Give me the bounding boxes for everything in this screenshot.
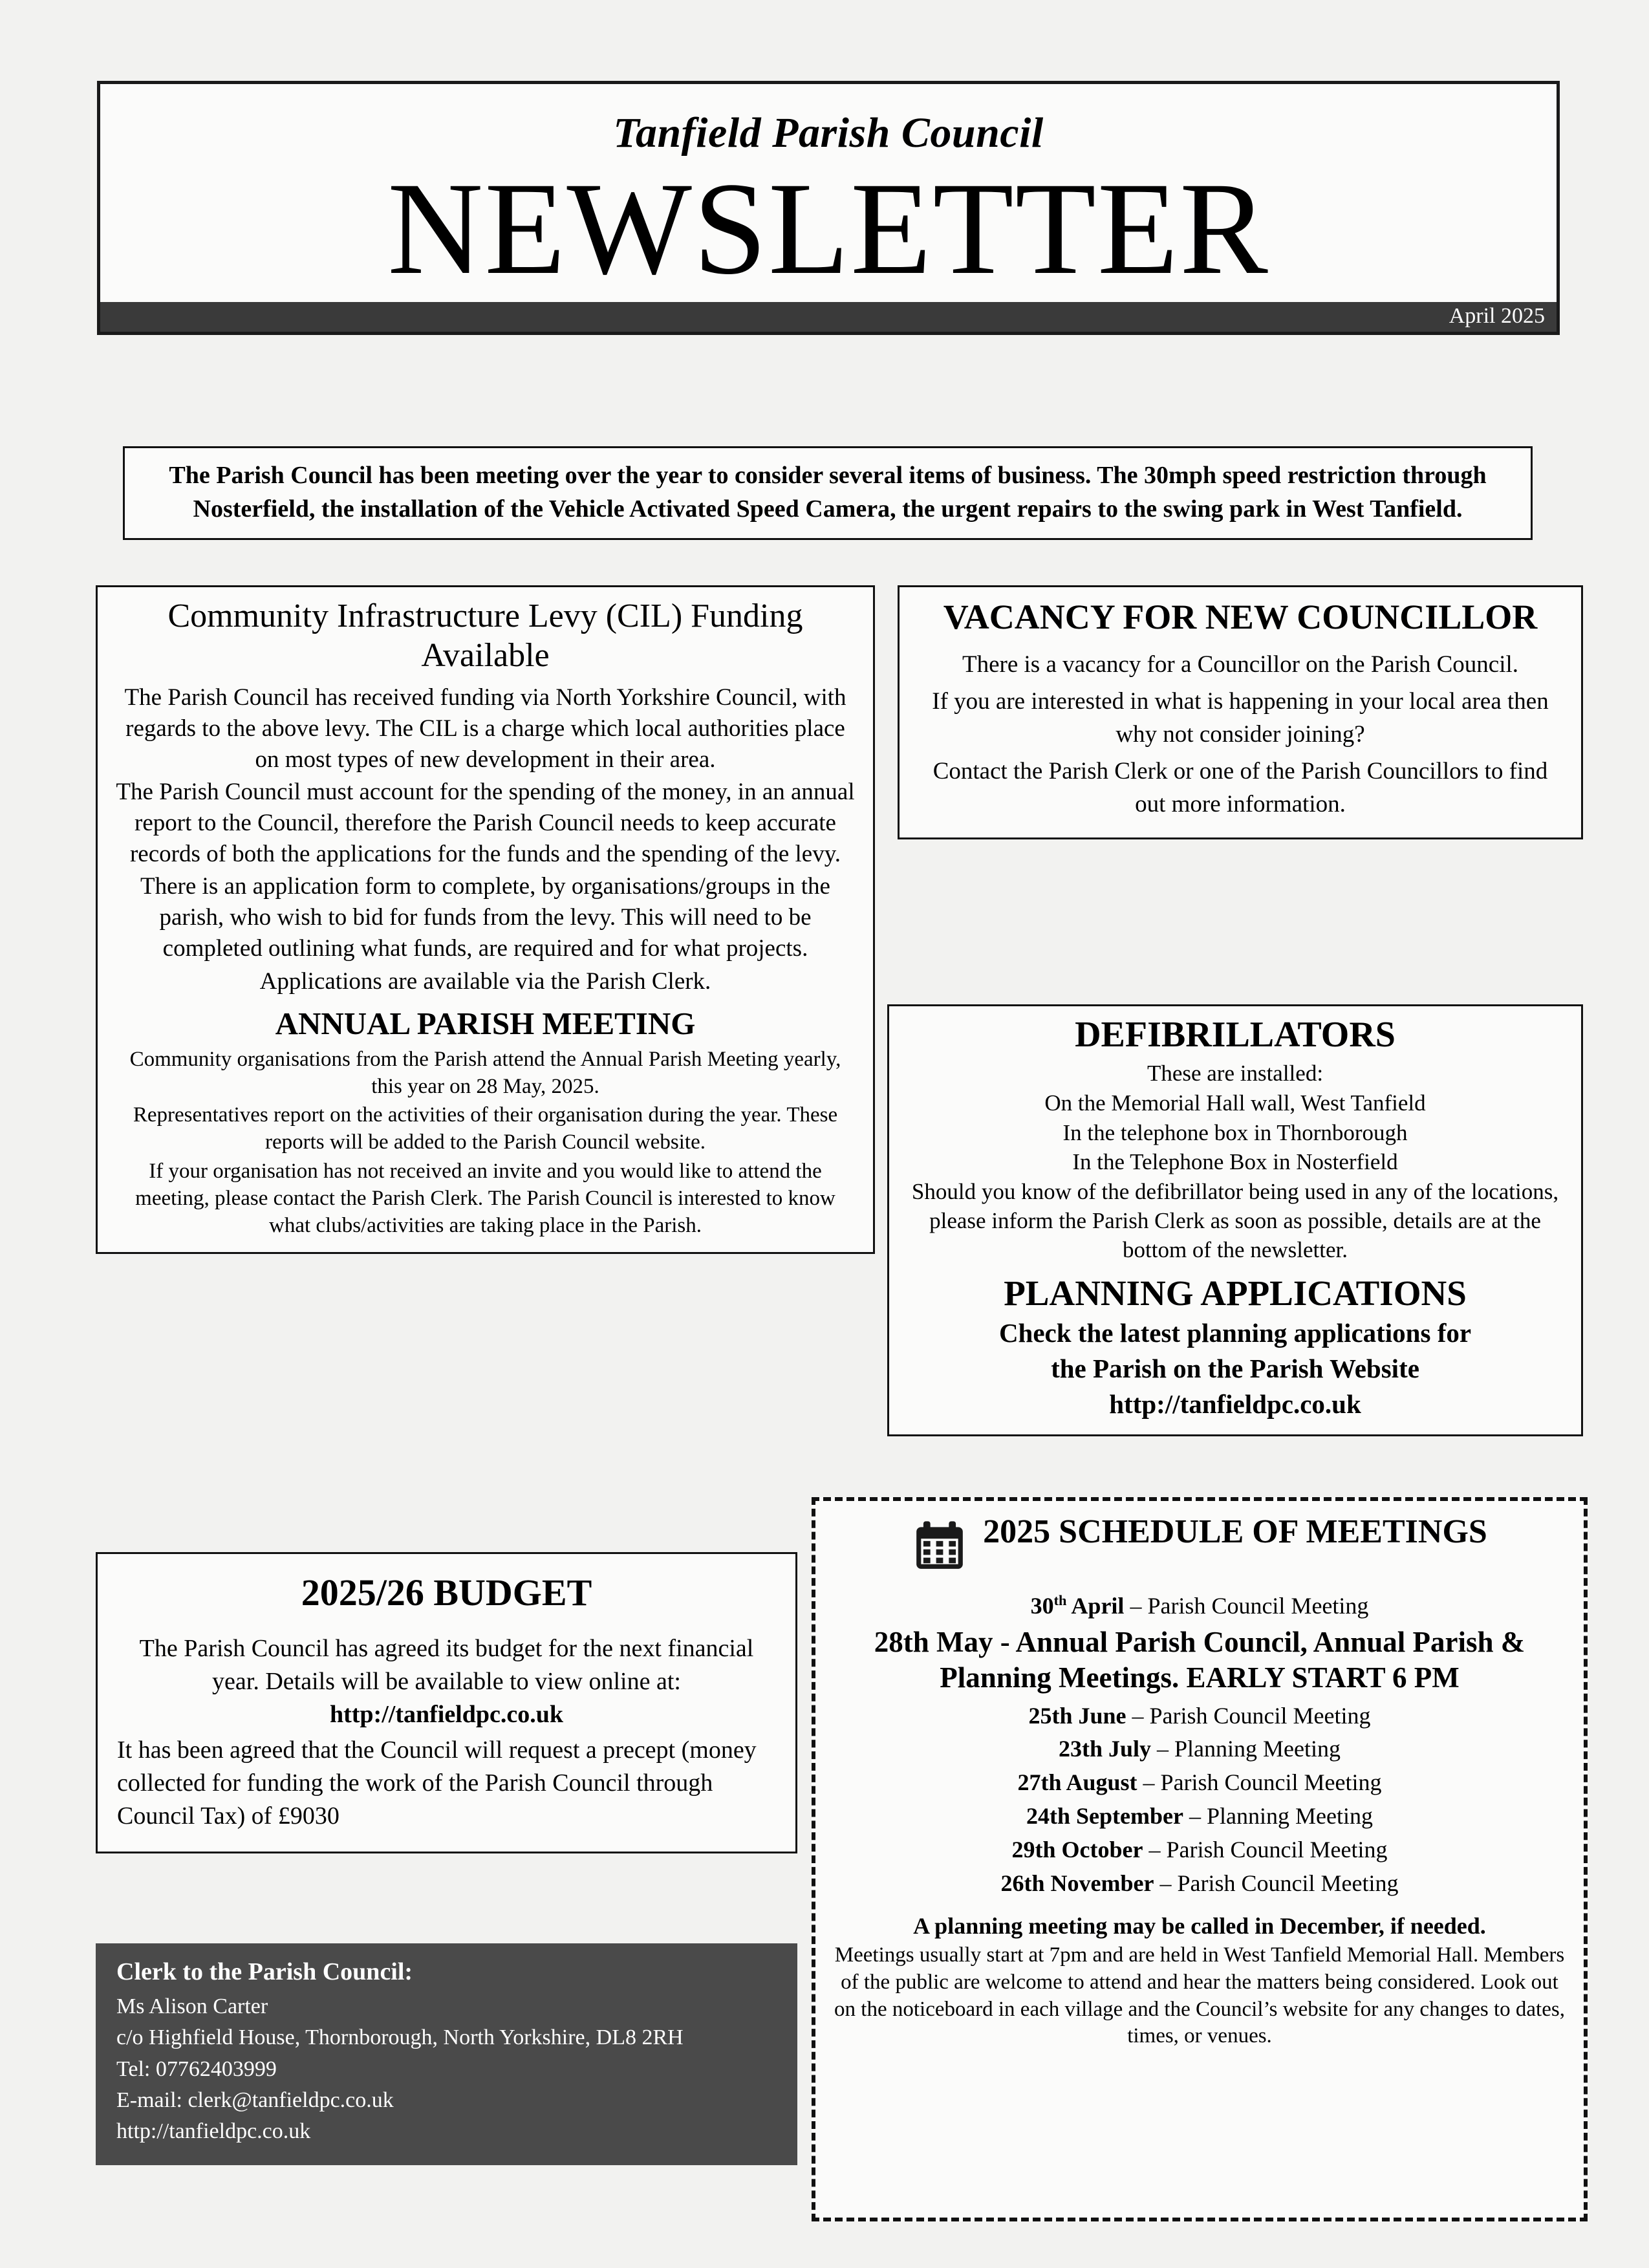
defib-line: These are installed: (1147, 1061, 1324, 1086)
schedule-item-desc: – Parish Council Meeting (1126, 1702, 1371, 1729)
vacancy-paragraph: There is a vacancy for a Councillor on the Parish Council. (962, 651, 1518, 678)
schedule-item (832, 1591, 1567, 1621)
schedule-item-date: 24th September (1026, 1802, 1183, 1829)
planning-applications-body (905, 1316, 1566, 1422)
schedule-item-date: 27th August (1017, 1769, 1137, 1796)
schedule-footer-text: Meetings usually start at 7pm and are held in West Tanfield Memorial Hall. Members of the public are welcome to attend and hear the matters being considered. Look out on the noticeboard in each village and the Council’s website for any changes to dates, times, or venues. (834, 1943, 1565, 2048)
schedule-item (832, 1801, 1567, 1831)
schedule-item-desc: – Parish Council Meeting (1154, 1870, 1399, 1896)
defibrillators-section (887, 1004, 1583, 1436)
vacancy-body (916, 648, 1564, 821)
cil-paragraph: The Parish Council must account for the spending of the money, in an annual report to the Council, therefore the Parish Council needs to keep accurate records of both the applications for the funds and the spending of the levy. (116, 779, 855, 868)
schedule-item-desc: – Planning Meeting (1183, 1802, 1373, 1829)
schedule-item-date: 29th October (1011, 1836, 1143, 1863)
cil-paragraph: Applications are available via the Parish Clerk. (259, 967, 711, 995)
schedule-item-date: 23th July (1058, 1736, 1152, 1762)
apm-paragraph: Representatives report on the activities of their organisation during the year. These reports will be added to the Parish Council website. (133, 1103, 838, 1154)
intro-text: The Parish Council has been meeting over the year to consider several items of business. The 30mph speed restriction through Nosterfield, the installation of the Vehicle Activated Speed Camera, the urgent repairs to the swing park in West Tanfield. (169, 462, 1487, 523)
planning-line: Check the latest planning applications for (998, 1317, 1472, 1348)
clerk-name: Ms Alison Carter (116, 1994, 268, 2018)
cil-section (96, 585, 875, 1254)
schedule-item-suffix: th (1053, 1592, 1067, 1608)
schedule-item-desc: – Parish Council Meeting (1143, 1836, 1388, 1863)
clerk-address: c/o Highfield House, Thornborough, North Yorkshire, DL8 2RH (116, 2025, 684, 2050)
council-name: Tanfield Parish Council (613, 109, 1044, 157)
schedule-title: 2025 SCHEDULE OF MEETINGS (983, 1513, 1487, 1550)
cil-body (114, 682, 856, 997)
budget-precept: It has been agreed that the Council will request a precept (money collected for funding the work of the Parish Council through Council Tax) of £9030 (117, 1736, 757, 1830)
schedule-item-date: 30 (1030, 1593, 1054, 1619)
clerk-title: Clerk to the Parish Council: (116, 1958, 413, 1985)
planning-applications-title: PLANNING APPLICATIONS (1004, 1273, 1467, 1313)
schedule-item (832, 1835, 1567, 1865)
masthead-bar (100, 302, 1557, 332)
vacancy-section (898, 585, 1583, 839)
schedule-item-month: April (1066, 1593, 1125, 1619)
schedule-header (832, 1513, 1567, 1577)
annual-parish-meeting-title: ANNUAL PARISH MEETING (275, 1005, 696, 1041)
planning-line: the Parish on the Parish Website (1051, 1353, 1419, 1383)
defibrillators-title: DEFIBRILLATORS (1075, 1015, 1396, 1055)
clerk-website[interactable]: http://tanfieldpc.co.uk (116, 2119, 311, 2144)
clerk-telephone: Tel: 07762403999 (116, 2057, 277, 2081)
clerk-email[interactable]: E-mail: clerk@tanfieldpc.co.uk (116, 2088, 394, 2112)
issue-date: April 2025 (1449, 303, 1545, 328)
defib-line: Should you know of the defibrillator being used in any of the locations, please inform the Parish Clerk as soon as possible, details are at the bottom of the newsletter. (911, 1179, 1559, 1262)
defib-line: On the Memorial Hall wall, West Tanfield (1044, 1090, 1426, 1116)
planning-website-link[interactable]: http://tanfieldpc.co.uk (1109, 1389, 1361, 1420)
newsletter-wordmark: NEWSLETTER (387, 155, 1269, 302)
budget-paragraph (117, 1632, 776, 1731)
annual-parish-meeting-body (114, 1046, 856, 1240)
schedule-note: A planning meeting may be called in December, if needed. (913, 1913, 1486, 1939)
budget-body (117, 1632, 776, 1832)
intro-box (123, 446, 1533, 540)
budget-website-link[interactable]: http://tanfieldpc.co.uk (329, 1700, 564, 1728)
schedule-item (832, 1767, 1567, 1798)
vacancy-title: VACANCY FOR NEW COUNCILLOR (943, 598, 1538, 636)
calendar-icon (912, 1518, 967, 1577)
budget-title: 2025/26 BUDGET (301, 1571, 592, 1614)
schedule-section (812, 1497, 1588, 2221)
schedule-item-desc: – Parish Council Meeting (1124, 1593, 1369, 1619)
budget-line1: The Parish Council has agreed its budget for the next financial year. Details will be available to view online at: (139, 1635, 754, 1695)
schedule-item (832, 1868, 1567, 1899)
schedule-list (832, 1591, 1567, 1898)
defibrillators-body (905, 1059, 1566, 1265)
budget-section (96, 1552, 797, 1853)
schedule-item-desc: – Parish Council Meeting (1137, 1769, 1382, 1796)
schedule-item-highlight: 28th May - Annual Parish Council, Annual Parish & Planning Meetings. EARLY START 6 PM (874, 1625, 1525, 1694)
cil-paragraph: The Parish Council has received funding via North Yorkshire Council, with regards to the above levy. The CIL is a charge which local authorities place on most types of new development in their area. (124, 684, 846, 773)
clerk-contact-block (96, 1943, 797, 2165)
schedule-item-date: 25th June (1028, 1702, 1126, 1729)
defib-line: In the Telephone Box in Nosterfield (1072, 1149, 1398, 1175)
cil-paragraph: There is an application form to complete, by organisations/groups in the parish, who wish to bid for funds from the levy. This will need to be completed outlining what funds, are required and for what projects. (140, 873, 830, 962)
schedule-item (832, 1701, 1567, 1731)
schedule-item-desc: – Planning Meeting (1151, 1736, 1341, 1762)
cil-title: Community Infrastructure Levy (CIL) Funding Available (167, 598, 803, 675)
apm-paragraph: If your organisation has not received an invite and you would like to attend the meeting, please contact the Parish Clerk. The Parish Council is interested to know what clubs/activities are taking place in the Parish. (135, 1159, 835, 1238)
masthead (97, 81, 1560, 335)
apm-paragraph: Community organisations from the Parish attend the Annual Parish Meeting yearly, this year on 28 May, 2025. (129, 1047, 841, 1098)
schedule-item (832, 1734, 1567, 1764)
defib-line: In the telephone box in Thornborough (1062, 1119, 1408, 1145)
schedule-item-date: 26th November (1000, 1870, 1154, 1896)
schedule-footer (832, 1942, 1567, 2049)
vacancy-paragraph: Contact the Parish Clerk or one of the Parish Councillors to find out more information. (932, 757, 1548, 817)
vacancy-paragraph: If you are interested in what is happening in your local area then why not consider joining? (932, 687, 1549, 748)
